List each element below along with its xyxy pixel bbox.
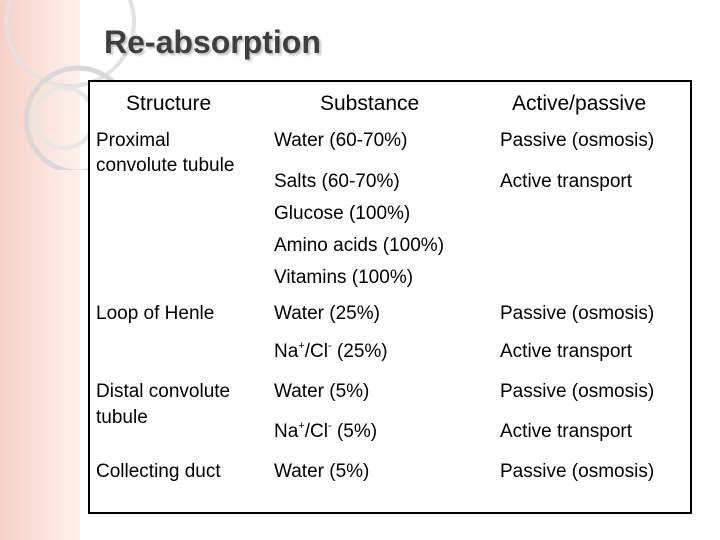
substance-loop-water: Water (25%) <box>274 303 380 324</box>
type-cd-water: Passive (osmosis) <box>500 461 655 482</box>
substance-loop-ions <box>274 338 388 365</box>
type-dct-ions: Active transport <box>500 421 632 442</box>
structure-collecting-duct: Collecting duct <box>96 461 221 482</box>
substance-pct-water: Water (60-70%) <box>274 130 408 151</box>
charge-minus: - <box>327 339 332 352</box>
substance-pct-amino-acids: Amino acids (100%) <box>274 235 445 256</box>
substance-cd-water: Water (5%) <box>274 461 370 482</box>
structure-loop-of-henle: Loop of Henle <box>96 303 215 324</box>
substance-pct-glucose: Glucose (100%) <box>274 203 411 224</box>
slide-title: Re-absorption <box>104 24 321 60</box>
type-loop-water: Passive (osmosis) <box>500 303 655 324</box>
type-pct-water: Passive (osmosis) <box>500 130 655 151</box>
structure-distal-line1: Distal convolute <box>96 381 231 402</box>
header-active-passive: Active/passive <box>512 92 647 115</box>
header-structure: Structure <box>126 92 212 115</box>
charge-plus: + <box>298 339 305 352</box>
structure-distal-line2: tubule <box>96 407 148 428</box>
charge-plus: + <box>298 419 305 432</box>
structure-proximal-line1: Proximal <box>96 130 170 151</box>
ion-sodium: Na <box>274 341 299 362</box>
ion-sodium: Na <box>274 421 299 442</box>
type-loop-ions: Active transport <box>500 341 632 362</box>
decorative-ring-inner <box>34 88 94 148</box>
ion-chloride: /Cl <box>304 341 328 362</box>
ion-percent: (5%) <box>331 421 378 442</box>
substance-dct-water: Water (5%) <box>274 381 370 402</box>
type-pct-salts: Active transport <box>500 171 632 192</box>
charge-minus: - <box>327 419 332 432</box>
ion-chloride: /Cl <box>304 421 328 442</box>
structure-proximal-line2: convolute tubule <box>96 155 235 176</box>
substance-pct-vitamins: Vitamins (100%) <box>274 267 414 288</box>
type-dct-water: Passive (osmosis) <box>500 381 655 402</box>
substance-pct-salts: Salts (60-70%) <box>274 171 400 192</box>
reabsorption-table <box>88 80 692 514</box>
substance-dct-ions <box>274 418 377 445</box>
header-substance: Substance <box>320 92 420 115</box>
ion-percent: (25%) <box>331 341 388 362</box>
